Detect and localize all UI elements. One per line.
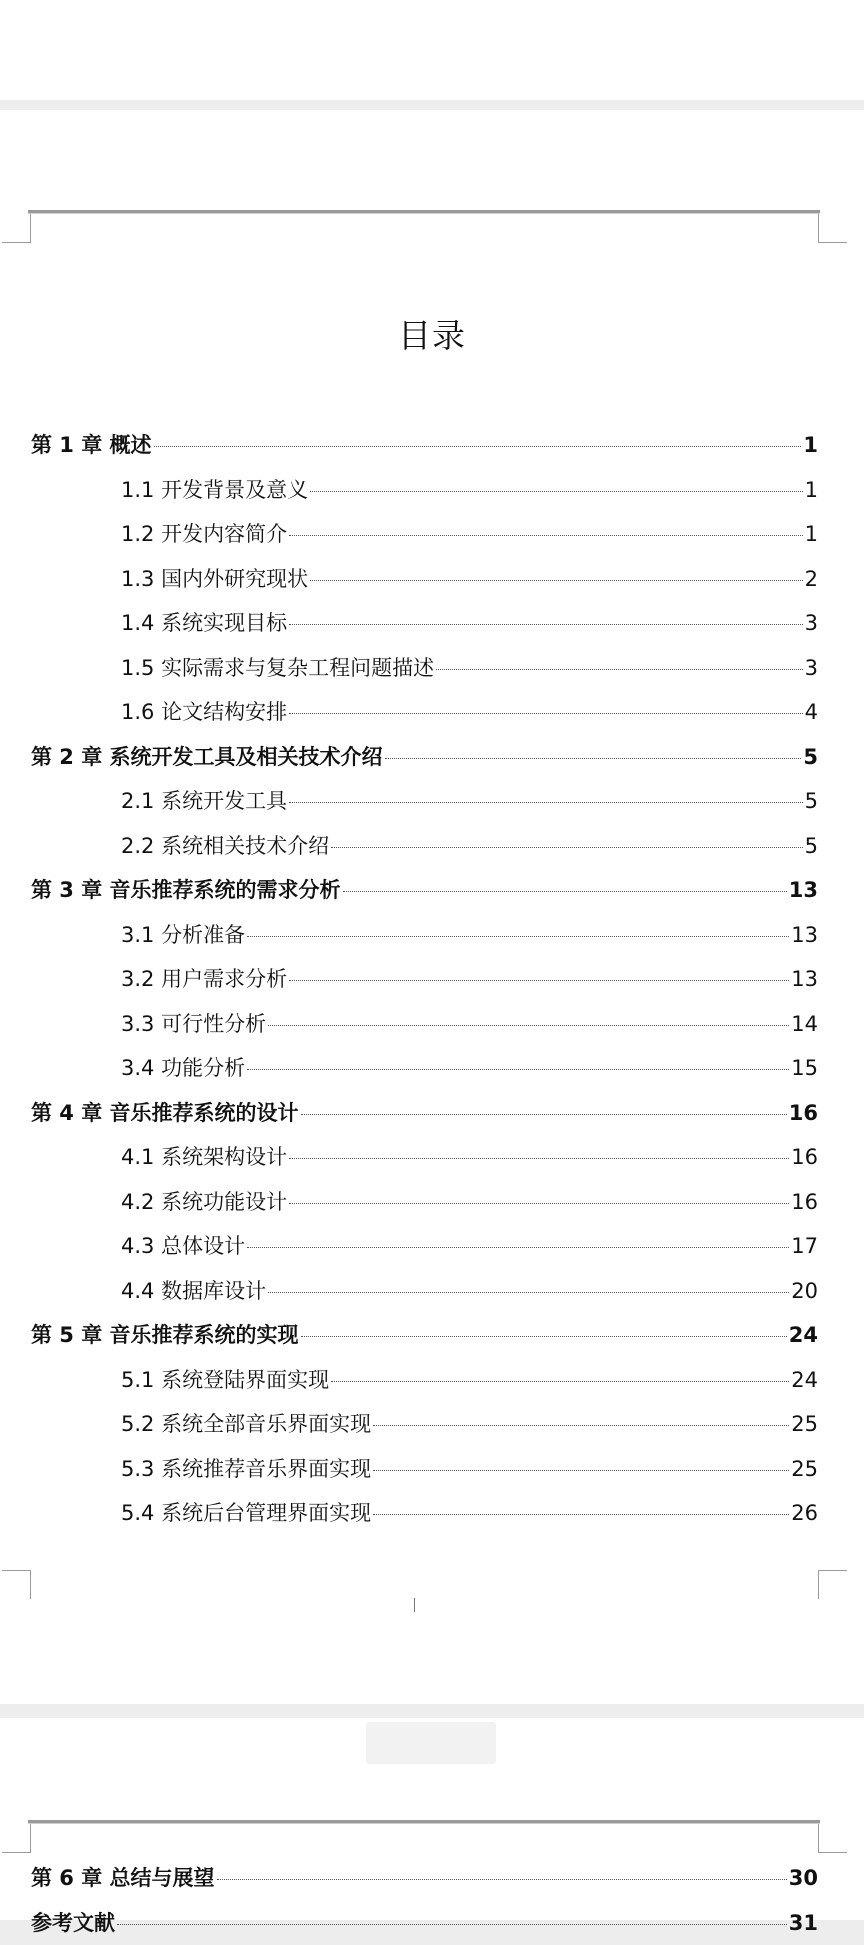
toc-entry-page-number: 3: [805, 646, 818, 691]
toc-section-entry[interactable]: [31, 824, 818, 869]
toc-entry-page-number: 25: [791, 1402, 818, 1447]
faded-tab-overlay: [366, 1722, 496, 1764]
toc-entry-label: 1.6 论文结构安排: [121, 690, 287, 735]
toc-entry-page-number: 14: [791, 1002, 818, 1047]
dot-leader: [247, 936, 789, 937]
toc-entry-label: 1.3 国内外研究现状: [121, 557, 308, 602]
toc-entry-label: 参考文献: [31, 1901, 115, 1945]
crop-mark-top-right: [818, 1824, 847, 1853]
toc-entry-page-number: 17: [791, 1224, 818, 1269]
crop-mark-bottom-left: [2, 1570, 31, 1599]
dot-leader: [289, 535, 803, 536]
toc-entry-label: 1.1 开发背景及意义: [121, 468, 308, 513]
toc-entry-page-number: 30: [789, 1856, 818, 1901]
dot-leader: [117, 1924, 787, 1925]
header-rule: [28, 1820, 820, 1824]
toc-entry-page-number: 20: [791, 1269, 818, 1314]
toc-chapter-entry[interactable]: [31, 1313, 818, 1358]
table-of-contents-continued: [31, 1856, 818, 1945]
toc-entry-label: 4.4 数据库设计: [121, 1269, 266, 1314]
toc-entry-page-number: 4: [805, 690, 818, 735]
toc-entry-page-number: 31: [789, 1901, 818, 1945]
crop-mark-top-left: [2, 1824, 31, 1853]
toc-section-entry[interactable]: [31, 1269, 818, 1314]
toc-chapter-entry[interactable]: [31, 1856, 818, 1901]
viewer-top-area: [0, 0, 864, 100]
toc-entry-label: 4.2 系统功能设计: [121, 1180, 287, 1225]
crop-mark-top-left: [2, 214, 31, 243]
toc-chapter-entry[interactable]: [31, 423, 818, 468]
toc-section-entry[interactable]: [31, 1135, 818, 1180]
toc-entry-label: 3.2 用户需求分析: [121, 957, 287, 1002]
document-page-1: [0, 110, 864, 1704]
toc-chapter-entry[interactable]: [31, 1091, 818, 1136]
toc-section-entry[interactable]: [31, 1180, 818, 1225]
crop-mark-bottom-right: [818, 1570, 847, 1599]
cursor-mark: [414, 1598, 415, 1612]
toc-entry-page-number: 5: [805, 824, 818, 869]
toc-section-entry[interactable]: [31, 512, 818, 557]
toc-entry-page-number: 25: [791, 1447, 818, 1492]
dot-leader: [289, 624, 803, 625]
toc-entry-page-number: 15: [791, 1046, 818, 1091]
toc-entry-label: 第 1 章 概述: [31, 423, 152, 468]
dot-leader: [343, 891, 787, 892]
dot-leader: [331, 1381, 789, 1382]
toc-entry-label: 1.2 开发内容简介: [121, 512, 287, 557]
toc-entry-page-number: 26: [791, 1491, 818, 1536]
dot-leader: [247, 1069, 789, 1070]
toc-entry-label: 第 3 章 音乐推荐系统的需求分析: [31, 868, 341, 913]
dot-leader: [268, 1025, 789, 1026]
dot-leader: [310, 580, 803, 581]
toc-chapter-entry[interactable]: [31, 735, 818, 780]
toc-entry-label: 5.1 系统登陆界面实现: [121, 1358, 329, 1403]
dot-leader: [436, 669, 803, 670]
toc-section-entry[interactable]: [31, 1447, 818, 1492]
toc-entry-label: 第 2 章 系统开发工具及相关技术介绍: [31, 735, 383, 780]
toc-entry-page-number: 16: [791, 1180, 818, 1225]
toc-entry-label: 5.2 系统全部音乐界面实现: [121, 1402, 371, 1447]
toc-entry-page-number: 2: [805, 557, 818, 602]
toc-section-entry[interactable]: [31, 690, 818, 735]
toc-entry-page-number: 5: [803, 735, 818, 780]
toc-section-entry[interactable]: [31, 1358, 818, 1403]
toc-entry-page-number: 13: [789, 868, 818, 913]
table-of-contents: [31, 423, 818, 1536]
toc-entry-page-number: 16: [789, 1091, 818, 1136]
toc-section-entry[interactable]: [31, 779, 818, 824]
toc-section-entry[interactable]: [31, 957, 818, 1002]
dot-leader: [289, 1203, 789, 1204]
dot-leader: [289, 980, 789, 981]
dot-leader: [373, 1470, 789, 1471]
toc-entry-label: 1.4 系统实现目标: [121, 601, 287, 646]
toc-section-entry[interactable]: [31, 601, 818, 646]
crop-mark-top-right: [818, 214, 847, 243]
dot-leader: [289, 1158, 789, 1159]
toc-entry-page-number: 16: [791, 1135, 818, 1180]
dot-leader: [385, 758, 802, 759]
page-title: 目录: [0, 310, 864, 357]
toc-entry-page-number: 1: [805, 512, 818, 557]
dot-leader: [268, 1292, 789, 1293]
toc-entry-label: 4.3 总体设计: [121, 1224, 245, 1269]
toc-entry-label: 1.5 实际需求与复杂工程问题描述: [121, 646, 434, 691]
toc-entry-page-number: 13: [791, 913, 818, 958]
dot-leader: [310, 491, 803, 492]
toc-entry-page-number: 1: [805, 468, 818, 513]
dot-leader: [301, 1336, 787, 1337]
document-page-2: [0, 1718, 864, 1920]
dot-leader: [289, 802, 803, 803]
toc-entry-label: 3.3 可行性分析: [121, 1002, 266, 1047]
toc-entry-label: 3.4 功能分析: [121, 1046, 245, 1091]
dot-leader: [217, 1879, 787, 1880]
header-rule: [28, 210, 820, 214]
dot-leader: [373, 1514, 789, 1515]
dot-leader: [373, 1425, 789, 1426]
dot-leader: [247, 1247, 789, 1248]
toc-section-entry[interactable]: [31, 1491, 818, 1536]
dot-leader: [301, 1114, 787, 1115]
toc-entry-label: 2.1 系统开发工具: [121, 779, 287, 824]
toc-section-entry[interactable]: [31, 1046, 818, 1091]
toc-entry-page-number: 3: [805, 601, 818, 646]
toc-section-entry[interactable]: [31, 468, 818, 513]
toc-section-entry[interactable]: [31, 1402, 818, 1447]
dot-leader: [154, 446, 802, 447]
toc-entry-page-number: 5: [805, 779, 818, 824]
toc-entry-page-number: 1: [803, 423, 818, 468]
toc-section-entry[interactable]: [31, 1002, 818, 1047]
toc-entry-label: 4.1 系统架构设计: [121, 1135, 287, 1180]
toc-chapter-entry[interactable]: [31, 1901, 818, 1945]
toc-entry-label: 第 6 章 总结与展望: [31, 1856, 215, 1901]
toc-entry-label: 3.1 分析准备: [121, 913, 245, 958]
toc-section-entry[interactable]: [31, 646, 818, 691]
toc-section-entry[interactable]: [31, 557, 818, 602]
toc-entry-page-number: 24: [789, 1313, 818, 1358]
toc-entry-label: 2.2 系统相关技术介绍: [121, 824, 329, 869]
toc-entry-label: 第 5 章 音乐推荐系统的实现: [31, 1313, 299, 1358]
dot-leader: [331, 847, 803, 848]
toc-entry-label: 5.3 系统推荐音乐界面实现: [121, 1447, 371, 1492]
toc-entry-page-number: 24: [791, 1358, 818, 1403]
toc-entry-page-number: 13: [791, 957, 818, 1002]
toc-section-entry[interactable]: [31, 913, 818, 958]
dot-leader: [289, 713, 803, 714]
toc-entry-label: 第 4 章 音乐推荐系统的设计: [31, 1091, 299, 1136]
toc-section-entry[interactable]: [31, 1224, 818, 1269]
toc-chapter-entry[interactable]: [31, 868, 818, 913]
toc-entry-label: 5.4 系统后台管理界面实现: [121, 1491, 371, 1536]
